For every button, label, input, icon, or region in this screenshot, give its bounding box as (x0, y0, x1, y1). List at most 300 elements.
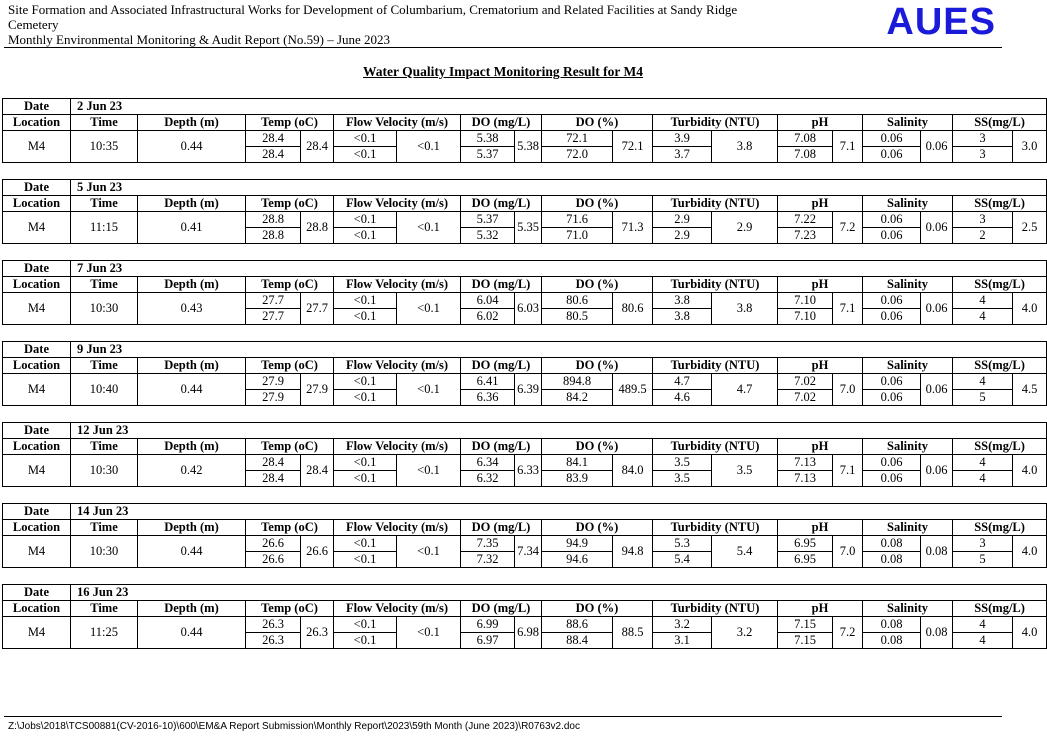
turbidity-reading-1: 3.8 (653, 293, 712, 309)
ss-header: SS(mg/L) (953, 196, 1047, 212)
ss-reading-2: 3 (953, 147, 1013, 163)
depth-value: 0.44 (138, 131, 246, 163)
turbidity-average: 4.7 (712, 374, 778, 406)
salinity-average: 0.08 (921, 536, 953, 568)
sampling-date: 5 Jun 23 (71, 180, 1047, 196)
do-mgl-reading-2: 6.97 (461, 633, 515, 649)
flow-average: <0.1 (397, 131, 461, 163)
do-pct-average: 72.1 (613, 131, 653, 163)
do-pct-reading-2: 72.0 (542, 147, 613, 163)
flow-average: <0.1 (397, 293, 461, 325)
temp-reading-1: 26.6 (246, 536, 301, 552)
ss-average: 4.5 (1013, 374, 1047, 406)
time-header: Time (71, 115, 138, 131)
temp-reading-2: 26.6 (246, 552, 301, 568)
ss-header: SS(mg/L) (953, 439, 1047, 455)
result-block (2, 179, 1038, 244)
location-value: M4 (3, 536, 71, 568)
flow-reading-2: <0.1 (334, 471, 397, 487)
turbidity-average: 5.4 (712, 536, 778, 568)
file-path-footer: Z:\Jobs\2018\TCS00881(CV-2016-10)\600\EM&A Report Submission\Monthly Report\2023\59th Month (June 2023)\R0763v2.doc (8, 721, 580, 732)
salinity-average: 0.06 (921, 455, 953, 487)
ss-reading-1: 4 (953, 374, 1013, 390)
ph-reading-2: 7.10 (778, 309, 833, 325)
result-table (2, 179, 1047, 244)
do-mgl-average: 5.38 (515, 131, 542, 163)
time-header: Time (71, 439, 138, 455)
ss-reading-2: 4 (953, 633, 1013, 649)
do-mgl-header: DO (mg/L) (461, 196, 542, 212)
turbidity-header: Turbidity (NTU) (653, 196, 778, 212)
do-mgl-average: 6.33 (515, 455, 542, 487)
location-value: M4 (3, 212, 71, 244)
do-pct-average: 71.3 (613, 212, 653, 244)
ph-header: pH (778, 520, 863, 536)
sampling-date: 14 Jun 23 (71, 504, 1047, 520)
do-mgl-average: 6.03 (515, 293, 542, 325)
ss-reading-2: 4 (953, 471, 1013, 487)
flow-average: <0.1 (397, 536, 461, 568)
ss-reading-1: 3 (953, 131, 1013, 147)
ss-average: 2.5 (1013, 212, 1047, 244)
ph-header: pH (778, 277, 863, 293)
do-pct-reading-2: 84.2 (542, 390, 613, 406)
ss-reading-1: 3 (953, 536, 1013, 552)
page-title: Water Quality Impact Monitoring Result for M4 (363, 64, 643, 79)
time-header: Time (71, 358, 138, 374)
do-mgl-average: 5.35 (515, 212, 542, 244)
flow-average: <0.1 (397, 455, 461, 487)
salinity-header: Salinity (863, 520, 953, 536)
flow-header: Flow Velocity (m/s) (334, 115, 461, 131)
do-pct-reading-2: 71.0 (542, 228, 613, 244)
do-pct-reading-1: 88.6 (542, 617, 613, 633)
turbidity-reading-1: 3.9 (653, 131, 712, 147)
flow-reading-1: <0.1 (334, 293, 397, 309)
do-mgl-reading-2: 6.36 (461, 390, 515, 406)
salinity-average: 0.06 (921, 212, 953, 244)
temp-reading-2: 27.7 (246, 309, 301, 325)
ss-reading-2: 5 (953, 552, 1013, 568)
ss-reading-1: 4 (953, 293, 1013, 309)
turbidity-reading-2: 4.6 (653, 390, 712, 406)
ph-header: pH (778, 439, 863, 455)
depth-value: 0.41 (138, 212, 246, 244)
do-mgl-reading-1: 5.38 (461, 131, 515, 147)
turbidity-reading-1: 5.3 (653, 536, 712, 552)
salinity-reading-1: 0.08 (863, 536, 921, 552)
ss-average: 4.0 (1013, 455, 1047, 487)
salinity-average: 0.06 (921, 131, 953, 163)
depth-header: Depth (m) (138, 601, 246, 617)
do-pct-reading-1: 84.1 (542, 455, 613, 471)
turbidity-average: 3.8 (712, 293, 778, 325)
flow-header: Flow Velocity (m/s) (334, 196, 461, 212)
result-table (2, 584, 1047, 649)
turbidity-header: Turbidity (NTU) (653, 520, 778, 536)
depth-value: 0.42 (138, 455, 246, 487)
date-label: Date (3, 261, 71, 277)
turbidity-average: 3.5 (712, 455, 778, 487)
turbidity-reading-2: 3.7 (653, 147, 712, 163)
salinity-reading-2: 0.06 (863, 471, 921, 487)
flow-average: <0.1 (397, 374, 461, 406)
do-pct-reading-2: 94.6 (542, 552, 613, 568)
do-pct-header: DO (%) (542, 196, 653, 212)
temp-reading-1: 27.7 (246, 293, 301, 309)
date-label: Date (3, 99, 71, 115)
flow-reading-1: <0.1 (334, 212, 397, 228)
salinity-header: Salinity (863, 601, 953, 617)
ph-header: pH (778, 115, 863, 131)
temp-header: Temp (oC) (246, 115, 334, 131)
turbidity-average: 3.8 (712, 131, 778, 163)
temp-header: Temp (oC) (246, 439, 334, 455)
flow-reading-2: <0.1 (334, 147, 397, 163)
ss-header: SS(mg/L) (953, 277, 1047, 293)
turbidity-reading-1: 3.5 (653, 455, 712, 471)
flow-reading-2: <0.1 (334, 309, 397, 325)
location-header: Location (3, 115, 71, 131)
do-pct-header: DO (%) (542, 520, 653, 536)
time-value: 10:30 (71, 293, 138, 325)
salinity-reading-2: 0.06 (863, 228, 921, 244)
salinity-header: Salinity (863, 439, 953, 455)
time-value: 10:40 (71, 374, 138, 406)
ph-average: 7.0 (833, 374, 863, 406)
time-value: 11:15 (71, 212, 138, 244)
sampling-date: 12 Jun 23 (71, 423, 1047, 439)
result-block (2, 341, 1038, 406)
flow-header: Flow Velocity (m/s) (334, 601, 461, 617)
temp-average: 26.3 (301, 617, 334, 649)
do-pct-header: DO (%) (542, 601, 653, 617)
salinity-reading-1: 0.06 (863, 293, 921, 309)
temp-average: 27.7 (301, 293, 334, 325)
turbidity-reading-2: 3.8 (653, 309, 712, 325)
result-table (2, 98, 1047, 163)
do-pct-reading-2: 88.4 (542, 633, 613, 649)
result-table (2, 422, 1047, 487)
result-block (2, 422, 1038, 487)
depth-header: Depth (m) (138, 277, 246, 293)
location-value: M4 (3, 131, 71, 163)
ph-reading-1: 6.95 (778, 536, 833, 552)
date-label: Date (3, 504, 71, 520)
do-mgl-header: DO (mg/L) (461, 277, 542, 293)
date-label: Date (3, 180, 71, 196)
do-pct-reading-1: 894.8 (542, 374, 613, 390)
turbidity-reading-1: 3.2 (653, 617, 712, 633)
depth-header: Depth (m) (138, 439, 246, 455)
salinity-reading-1: 0.08 (863, 617, 921, 633)
ph-reading-2: 7.15 (778, 633, 833, 649)
temp-reading-1: 28.4 (246, 455, 301, 471)
temp-reading-2: 28.8 (246, 228, 301, 244)
result-table (2, 260, 1047, 325)
result-block (2, 98, 1038, 163)
do-pct-reading-2: 83.9 (542, 471, 613, 487)
do-mgl-reading-2: 6.32 (461, 471, 515, 487)
flow-header: Flow Velocity (m/s) (334, 358, 461, 374)
turbidity-header: Turbidity (NTU) (653, 277, 778, 293)
flow-reading-1: <0.1 (334, 455, 397, 471)
turbidity-reading-2: 3.1 (653, 633, 712, 649)
result-block (2, 260, 1038, 325)
turbidity-reading-1: 4.7 (653, 374, 712, 390)
ss-reading-2: 2 (953, 228, 1013, 244)
do-pct-reading-1: 71.6 (542, 212, 613, 228)
do-mgl-header: DO (mg/L) (461, 115, 542, 131)
salinity-header: Salinity (863, 115, 953, 131)
ss-reading-2: 5 (953, 390, 1013, 406)
temp-average: 26.6 (301, 536, 334, 568)
location-header: Location (3, 358, 71, 374)
temp-reading-1: 28.4 (246, 131, 301, 147)
do-pct-header: DO (%) (542, 439, 653, 455)
ss-header: SS(mg/L) (953, 520, 1047, 536)
salinity-reading-1: 0.06 (863, 455, 921, 471)
turbidity-reading-2: 2.9 (653, 228, 712, 244)
temp-average: 28.4 (301, 455, 334, 487)
do-mgl-reading-2: 5.32 (461, 228, 515, 244)
date-label: Date (3, 342, 71, 358)
salinity-average: 0.06 (921, 293, 953, 325)
depth-value: 0.44 (138, 617, 246, 649)
flow-reading-1: <0.1 (334, 131, 397, 147)
depth-header: Depth (m) (138, 520, 246, 536)
flow-reading-2: <0.1 (334, 552, 397, 568)
do-pct-reading-1: 72.1 (542, 131, 613, 147)
temp-reading-1: 28.8 (246, 212, 301, 228)
do-mgl-reading-2: 7.32 (461, 552, 515, 568)
salinity-reading-1: 0.06 (863, 131, 921, 147)
header-divider (4, 47, 1002, 48)
location-header: Location (3, 520, 71, 536)
salinity-reading-1: 0.06 (863, 212, 921, 228)
turbidity-header: Turbidity (NTU) (653, 115, 778, 131)
time-header: Time (71, 520, 138, 536)
date-label: Date (3, 585, 71, 601)
do-mgl-header: DO (mg/L) (461, 358, 542, 374)
ss-average: 4.0 (1013, 617, 1047, 649)
temp-reading-1: 27.9 (246, 374, 301, 390)
do-pct-average: 80.6 (613, 293, 653, 325)
monitoring-results (2, 98, 1038, 665)
do-pct-reading-2: 80.5 (542, 309, 613, 325)
ph-reading-1: 7.13 (778, 455, 833, 471)
time-header: Time (71, 277, 138, 293)
temp-reading-2: 26.3 (246, 633, 301, 649)
sampling-date: 2 Jun 23 (71, 99, 1047, 115)
ss-average: 4.0 (1013, 293, 1047, 325)
ph-header: pH (778, 601, 863, 617)
do-mgl-reading-1: 5.37 (461, 212, 515, 228)
salinity-reading-2: 0.08 (863, 633, 921, 649)
sampling-date: 7 Jun 23 (71, 261, 1047, 277)
flow-average: <0.1 (397, 617, 461, 649)
do-mgl-reading-1: 7.35 (461, 536, 515, 552)
salinity-reading-2: 0.06 (863, 147, 921, 163)
flow-header: Flow Velocity (m/s) (334, 439, 461, 455)
temp-header: Temp (oC) (246, 520, 334, 536)
flow-average: <0.1 (397, 212, 461, 244)
do-mgl-reading-1: 6.99 (461, 617, 515, 633)
time-header: Time (71, 601, 138, 617)
do-pct-average: 489.5 (613, 374, 653, 406)
ph-reading-1: 7.22 (778, 212, 833, 228)
turbidity-header: Turbidity (NTU) (653, 358, 778, 374)
temp-reading-2: 28.4 (246, 471, 301, 487)
ph-reading-2: 7.13 (778, 471, 833, 487)
salinity-reading-2: 0.06 (863, 309, 921, 325)
location-header: Location (3, 601, 71, 617)
location-value: M4 (3, 455, 71, 487)
report-subtitle: Monthly Environmental Monitoring & Audit Report (No.59) – June 2023 (8, 32, 391, 47)
time-value: 11:25 (71, 617, 138, 649)
ss-average: 3.0 (1013, 131, 1047, 163)
ss-header: SS(mg/L) (953, 358, 1047, 374)
salinity-average: 0.08 (921, 617, 953, 649)
do-mgl-average: 6.98 (515, 617, 542, 649)
time-value: 10:35 (71, 131, 138, 163)
temp-header: Temp (oC) (246, 277, 334, 293)
ss-reading-1: 4 (953, 455, 1013, 471)
time-value: 10:30 (71, 455, 138, 487)
location-value: M4 (3, 374, 71, 406)
location-value: M4 (3, 293, 71, 325)
do-pct-average: 84.0 (613, 455, 653, 487)
depth-header: Depth (m) (138, 358, 246, 374)
turbidity-reading-2: 5.4 (653, 552, 712, 568)
location-header: Location (3, 196, 71, 212)
temp-average: 27.9 (301, 374, 334, 406)
temp-reading-1: 26.3 (246, 617, 301, 633)
do-pct-header: DO (%) (542, 358, 653, 374)
salinity-header: Salinity (863, 358, 953, 374)
ph-average: 7.0 (833, 536, 863, 568)
flow-reading-1: <0.1 (334, 374, 397, 390)
do-pct-reading-1: 94.9 (542, 536, 613, 552)
ph-header: pH (778, 196, 863, 212)
flow-reading-1: <0.1 (334, 617, 397, 633)
turbidity-reading-1: 2.9 (653, 212, 712, 228)
footer-divider (4, 716, 1002, 717)
temp-reading-2: 27.9 (246, 390, 301, 406)
ph-reading-2: 6.95 (778, 552, 833, 568)
location-header: Location (3, 439, 71, 455)
depth-value: 0.43 (138, 293, 246, 325)
temp-reading-2: 28.4 (246, 147, 301, 163)
ss-header: SS(mg/L) (953, 115, 1047, 131)
ph-reading-2: 7.08 (778, 147, 833, 163)
ss-average: 4.0 (1013, 536, 1047, 568)
ss-reading-1: 3 (953, 212, 1013, 228)
depth-header: Depth (m) (138, 115, 246, 131)
flow-reading-2: <0.1 (334, 228, 397, 244)
flow-reading-2: <0.1 (334, 390, 397, 406)
do-mgl-reading-1: 6.41 (461, 374, 515, 390)
turbidity-average: 2.9 (712, 212, 778, 244)
result-block (2, 584, 1038, 649)
ph-average: 7.1 (833, 293, 863, 325)
flow-reading-1: <0.1 (334, 536, 397, 552)
do-mgl-reading-1: 6.34 (461, 455, 515, 471)
do-pct-header: DO (%) (542, 277, 653, 293)
ph-header: pH (778, 358, 863, 374)
do-pct-average: 94.8 (613, 536, 653, 568)
salinity-average: 0.06 (921, 374, 953, 406)
salinity-header: Salinity (863, 277, 953, 293)
ph-average: 7.2 (833, 212, 863, 244)
flow-header: Flow Velocity (m/s) (334, 277, 461, 293)
turbidity-average: 3.2 (712, 617, 778, 649)
turbidity-header: Turbidity (NTU) (653, 601, 778, 617)
ph-average: 7.1 (833, 455, 863, 487)
ph-reading-2: 7.02 (778, 390, 833, 406)
salinity-reading-2: 0.08 (863, 552, 921, 568)
ph-reading-2: 7.23 (778, 228, 833, 244)
turbidity-reading-2: 3.5 (653, 471, 712, 487)
salinity-reading-1: 0.06 (863, 374, 921, 390)
do-pct-average: 88.5 (613, 617, 653, 649)
depth-value: 0.44 (138, 536, 246, 568)
result-table (2, 503, 1047, 568)
time-header: Time (71, 196, 138, 212)
do-mgl-header: DO (mg/L) (461, 439, 542, 455)
depth-value: 0.44 (138, 374, 246, 406)
result-block (2, 503, 1038, 568)
ss-header: SS(mg/L) (953, 601, 1047, 617)
do-mgl-reading-2: 6.02 (461, 309, 515, 325)
project-title-line-2: Cemetery (8, 17, 59, 32)
do-pct-header: DO (%) (542, 115, 653, 131)
ph-average: 7.1 (833, 131, 863, 163)
do-mgl-average: 7.34 (515, 536, 542, 568)
do-mgl-header: DO (mg/L) (461, 520, 542, 536)
location-header: Location (3, 277, 71, 293)
aues-logo: AUES (886, 1, 996, 43)
time-value: 10:30 (71, 536, 138, 568)
ph-reading-1: 7.10 (778, 293, 833, 309)
ph-average: 7.2 (833, 617, 863, 649)
do-pct-reading-1: 80.6 (542, 293, 613, 309)
do-mgl-header: DO (mg/L) (461, 601, 542, 617)
flow-header: Flow Velocity (m/s) (334, 520, 461, 536)
report-header (8, 2, 868, 47)
ph-reading-1: 7.15 (778, 617, 833, 633)
temp-header: Temp (oC) (246, 601, 334, 617)
flow-reading-2: <0.1 (334, 633, 397, 649)
do-mgl-reading-1: 6.04 (461, 293, 515, 309)
depth-header: Depth (m) (138, 196, 246, 212)
location-value: M4 (3, 617, 71, 649)
temp-average: 28.4 (301, 131, 334, 163)
temp-header: Temp (oC) (246, 358, 334, 374)
date-label: Date (3, 423, 71, 439)
ph-reading-1: 7.02 (778, 374, 833, 390)
ss-reading-1: 4 (953, 617, 1013, 633)
do-mgl-reading-2: 5.37 (461, 147, 515, 163)
sampling-date: 9 Jun 23 (71, 342, 1047, 358)
result-table (2, 341, 1047, 406)
temp-average: 28.8 (301, 212, 334, 244)
sampling-date: 16 Jun 23 (71, 585, 1047, 601)
ss-reading-2: 4 (953, 309, 1013, 325)
do-mgl-average: 6.39 (515, 374, 542, 406)
salinity-header: Salinity (863, 196, 953, 212)
temp-header: Temp (oC) (246, 196, 334, 212)
